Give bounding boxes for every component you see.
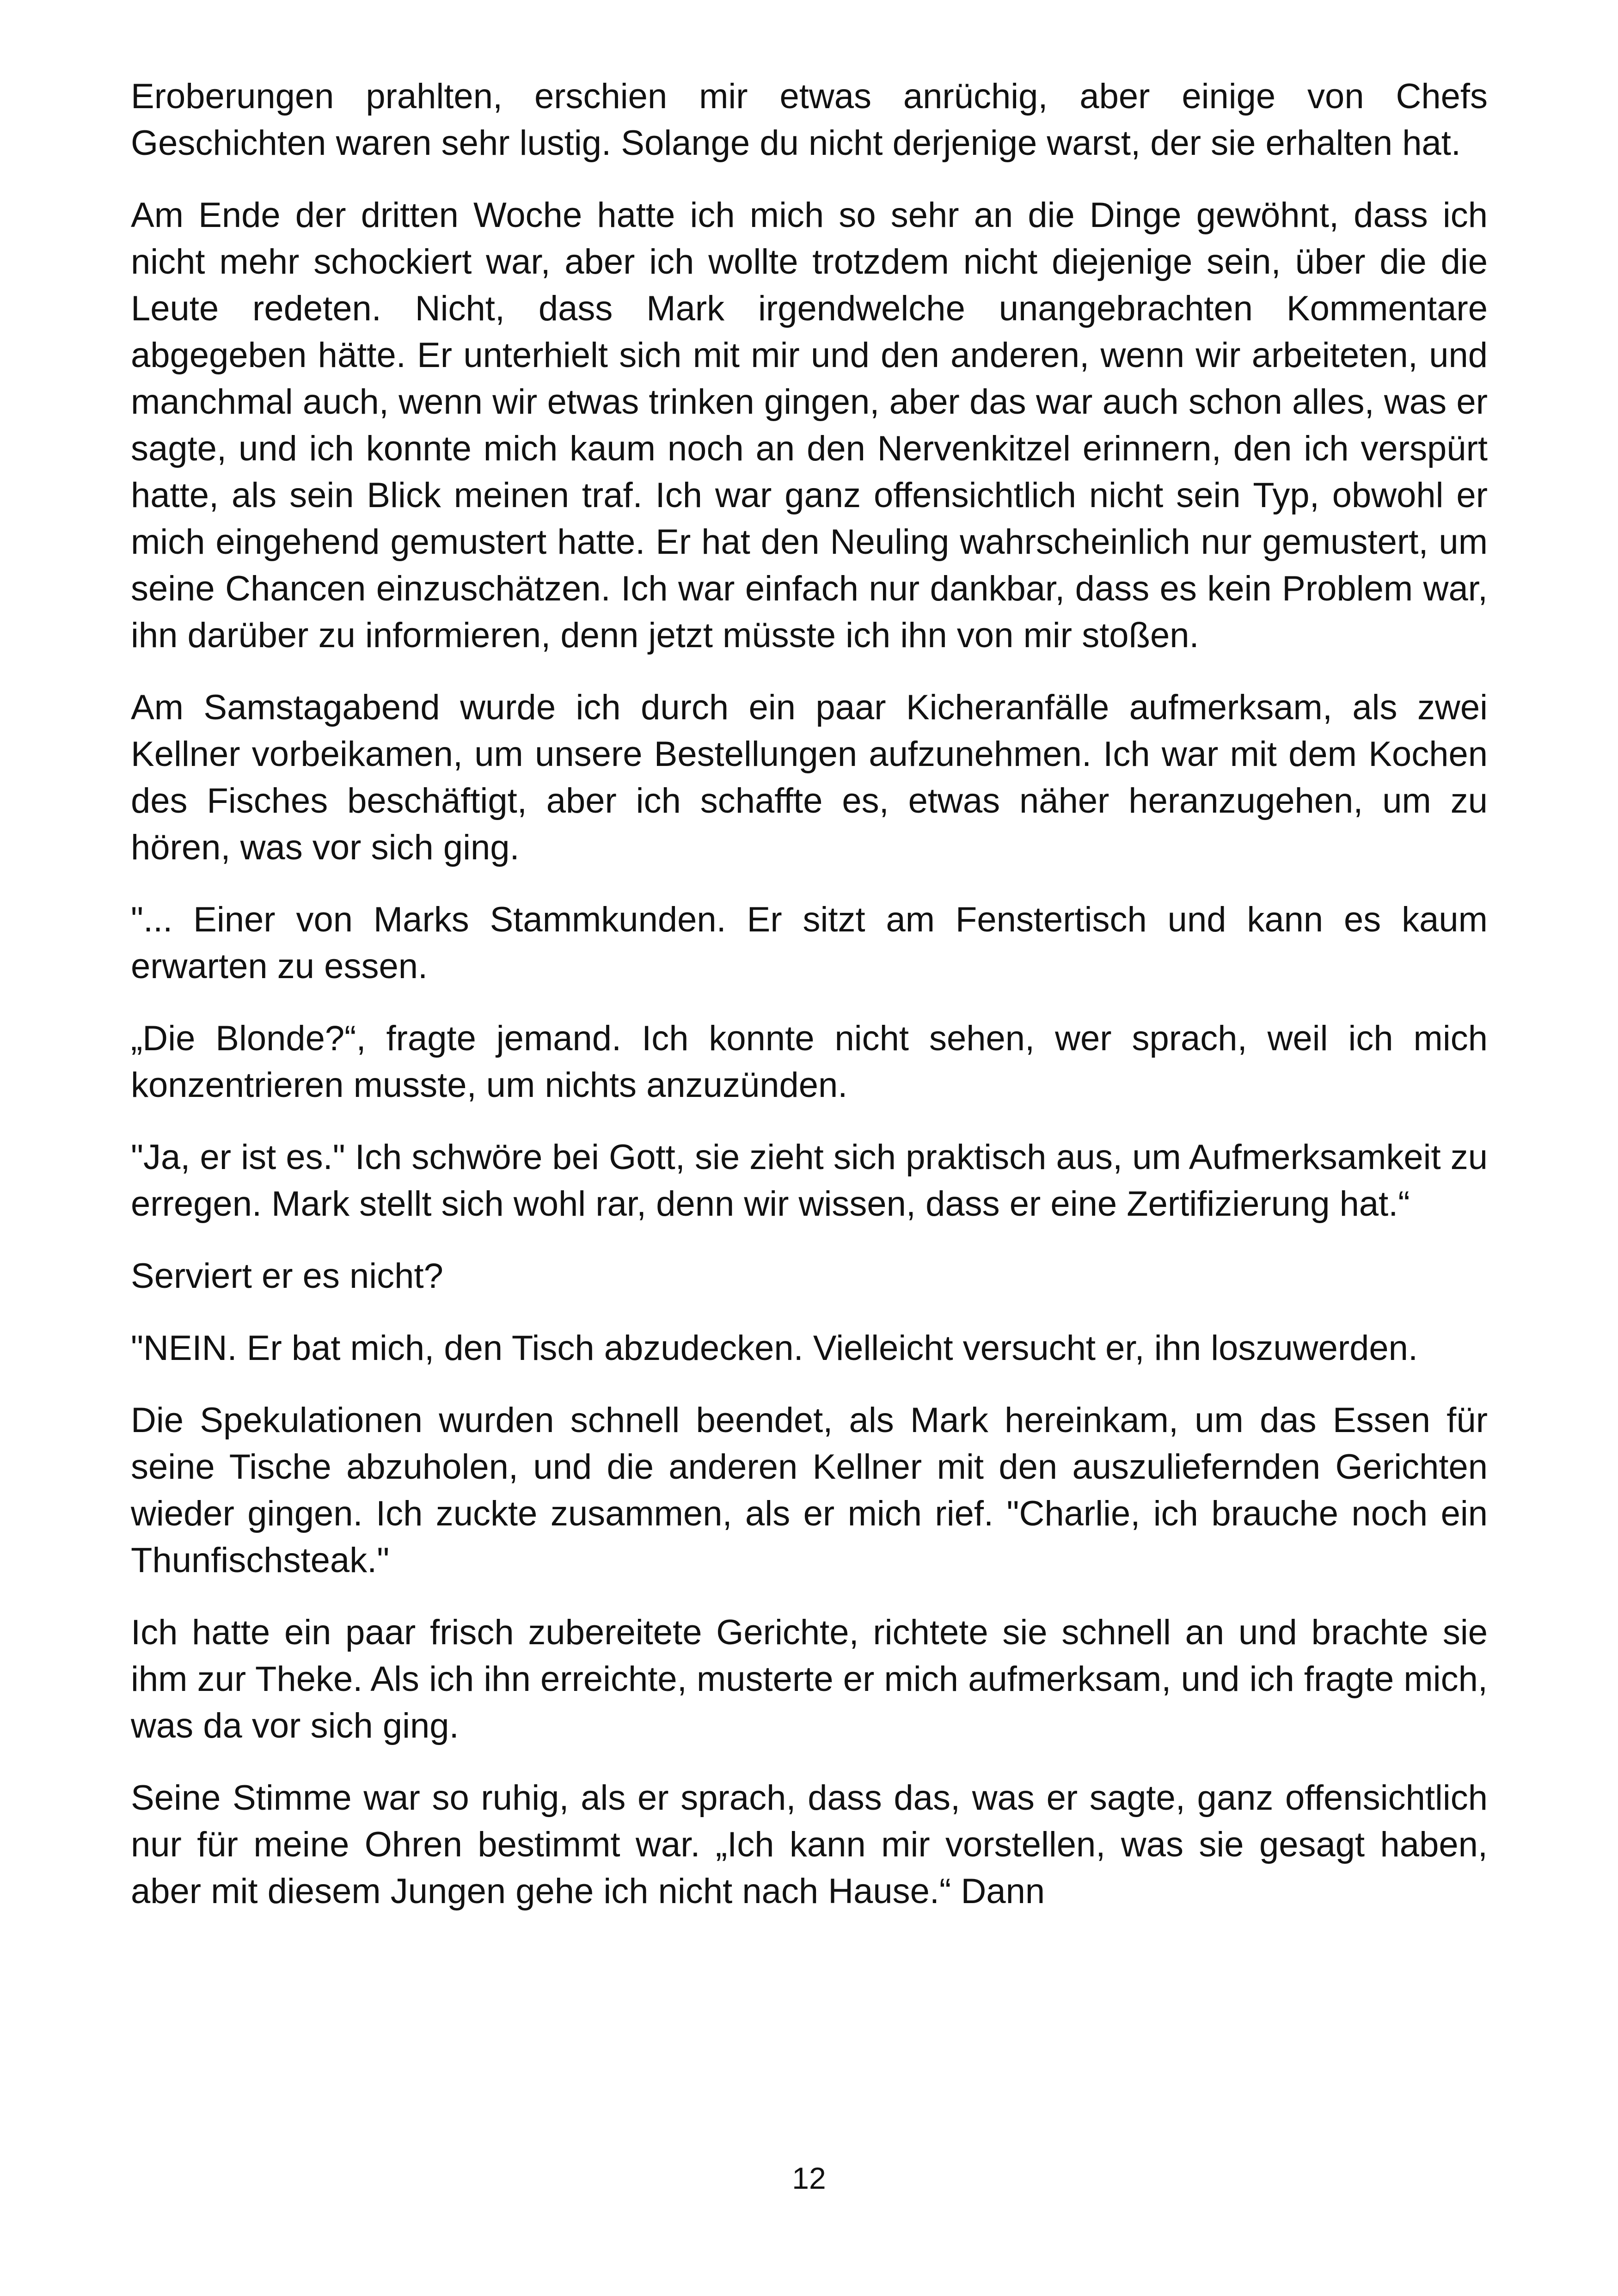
page-number: 12	[792, 2161, 826, 2195]
paragraph: "Ja, er ist es." Ich schwöre bei Gott, sie zieht sich praktisch aus, um Aufmerksamkeit zu erregen. Mark stellt sich wohl rar, denn wir wissen, dass er eine Zertifizierung hat.“	[131, 1138, 1488, 1224]
paragraph: Die Spekulationen wurden schnell beendet, als Mark hereinkam, um das Essen für seine Tische abzuholen, und die anderen Kellner mit den auszuliefernden Gerichten wieder gingen. Ich zuckte zusammen, als er mich rief. "Charlie, ich brauche noch ein Thunfischsteak."	[131, 1401, 1488, 1580]
body-text	[131, 73, 1488, 1940]
paragraph: "... Einer von Marks Stammkunden. Er sitzt am Fenstertisch und kann es kaum erwarten zu essen.	[131, 900, 1488, 986]
paragraph: Seine Stimme war so ruhig, als er sprach, dass das, was er sagte, ganz offensichtlich nur für meine Ohren bestimmt war. „Ich kann mir vorstellen, was sie gesagt haben, aber mit diesem Jungen gehe ich nicht nach Hause.“ Dann	[131, 1778, 1488, 1911]
paragraph: "NEIN. Er bat mich, den Tisch abzudecken. Vielleicht versucht er, ihn loszuwerden.	[131, 1329, 1418, 1368]
paragraph: Am Ende der dritten Woche hatte ich mich so sehr an die Dinge gewöhnt, dass ich nicht mehr schockiert war, aber ich wollte trotzdem nicht diejenige sein, über die die Leute redeten. Nicht, dass Mark irgendwelche unangebrachten Kommentare abgegeben hätte. Er unterhielt sich mit mir und den anderen, wenn wir arbeiteten, und manchmal auch, wenn wir etwas trinken gingen, aber das war auch schon alles, was er sagte, und ich konnte mich kaum noch an den Nervenkitzel erinnern, den ich verspürt hatte, als sein Blick meinen traf. Ich war ganz offensichtlich nicht sein Typ, obwohl er mich eingehend gemustert hatte. Er hat den Neuling wahrscheinlich nur gemustert, um seine Chancen einzuschätzen. Ich war einfach nur dankbar, dass es kein Problem war, ihn darüber zu informieren, denn jetzt müsste ich ihn von mir stoßen.	[131, 196, 1488, 655]
paragraph: Ich hatte ein paar frisch zubereitete Gerichte, richtete sie schnell an und brachte sie ihm zur Theke. Als ich ihn erreichte, musterte er mich aufmerksam, und ich fragte mich, was da vor sich ging.	[131, 1613, 1488, 1745]
paragraph: Am Samstagabend wurde ich durch ein paar Kicheranfälle aufmerksam, als zwei Kellner vorbeikamen, um unsere Bestellungen aufzunehmen. Ich war mit dem Kochen des Fisches beschäftigt, aber ich schaffte es, etwas näher heranzugehen, um zu hören, was vor sich ging.	[131, 688, 1488, 867]
paragraph: Eroberungen prahlten, erschien mir etwas anrüchig, aber einige von Chefs Geschichten waren sehr lustig. Solange du nicht derjenige warst, der sie erhalten hat.	[131, 77, 1488, 163]
paragraph: „Die Blonde?“, fragte jemand. Ich konnte nicht sehen, wer sprach, weil ich mich konzentrieren musste, um nichts anzuzünden.	[131, 1019, 1488, 1105]
paragraph: Serviert er es nicht?	[131, 1256, 443, 1296]
